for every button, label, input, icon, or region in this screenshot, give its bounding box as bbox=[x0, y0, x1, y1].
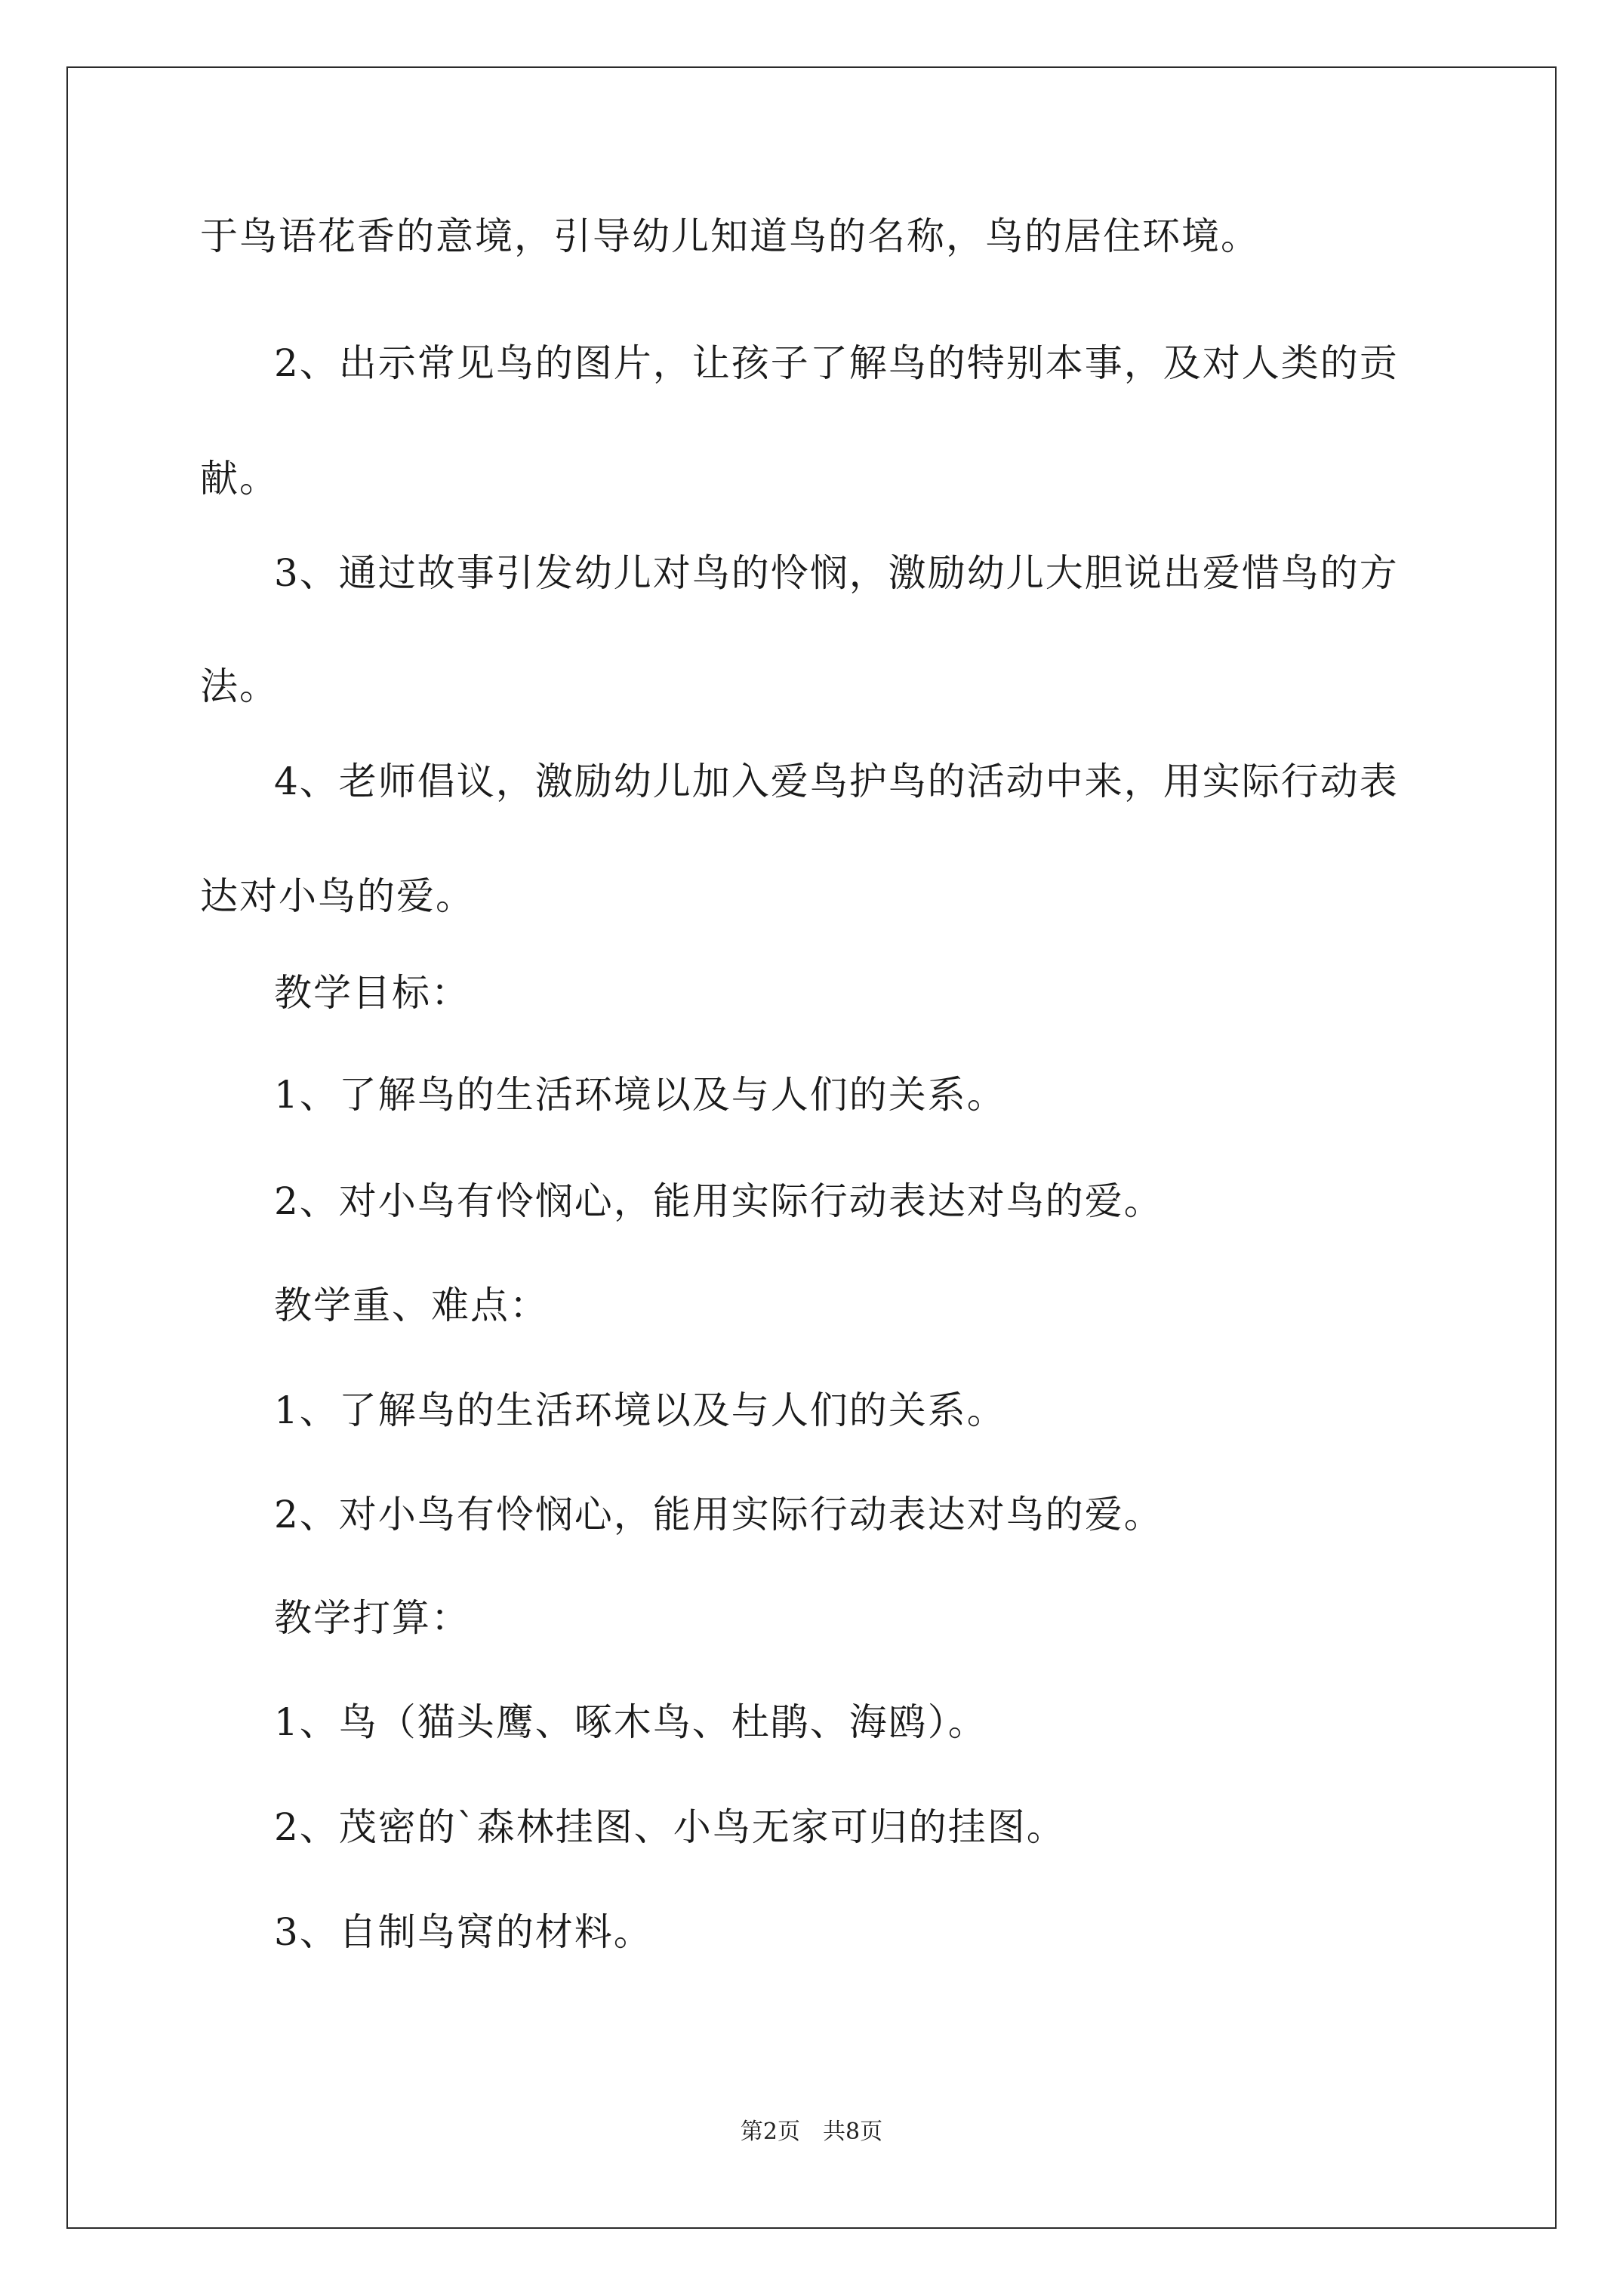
list-item: 1、了解鸟的生活环境以及与人们的关系。 bbox=[274, 1388, 1006, 1432]
page-border bbox=[66, 66, 1557, 2229]
paragraph-line: 达对小鸟的爱。 bbox=[200, 874, 475, 918]
list-item: 1、鸟（猫头鹰、啄木鸟、杜鹃、海鸥）。 bbox=[274, 1700, 987, 1744]
list-item: 2、对小鸟有怜悯心，能用实际行动表达对鸟的爱。 bbox=[274, 1493, 1163, 1536]
page-number-footer: 第2页 共8页 bbox=[740, 2119, 883, 2145]
paragraph-line: 献。 bbox=[200, 457, 279, 501]
paragraph-line: 3、通过故事引发幼儿对鸟的怜悯，激励幼儿大胆说出爱惜鸟的方 bbox=[274, 551, 1399, 595]
list-item: 2、对小鸟有怜悯心，能用实际行动表达对鸟的爱。 bbox=[274, 1179, 1163, 1223]
paragraph-line: 4、老师倡议，激励幼儿加入爱鸟护鸟的活动中来，用实际行动表 bbox=[274, 760, 1399, 803]
list-item: 1、了解鸟的生活环境以及与人们的关系。 bbox=[274, 1073, 1006, 1117]
section-heading: 教学打算： bbox=[274, 1596, 470, 1640]
paragraph-line: 法。 bbox=[200, 664, 279, 708]
list-item: 3、自制鸟窝的材料。 bbox=[274, 1910, 653, 1954]
paragraph-line: 于鸟语花香的意境，引导幼儿知道鸟的名称，鸟的居住环境。 bbox=[200, 214, 1260, 258]
list-item: 2、茂密的`森林挂图、小鸟无家可归的挂图。 bbox=[274, 1805, 1066, 1849]
section-heading: 教学目标： bbox=[274, 971, 470, 1015]
section-heading: 教学重、难点： bbox=[274, 1284, 549, 1327]
paragraph-line: 2、出示常见鸟的图片，让孩子了解鸟的特别本事，及对人类的贡 bbox=[274, 341, 1399, 385]
